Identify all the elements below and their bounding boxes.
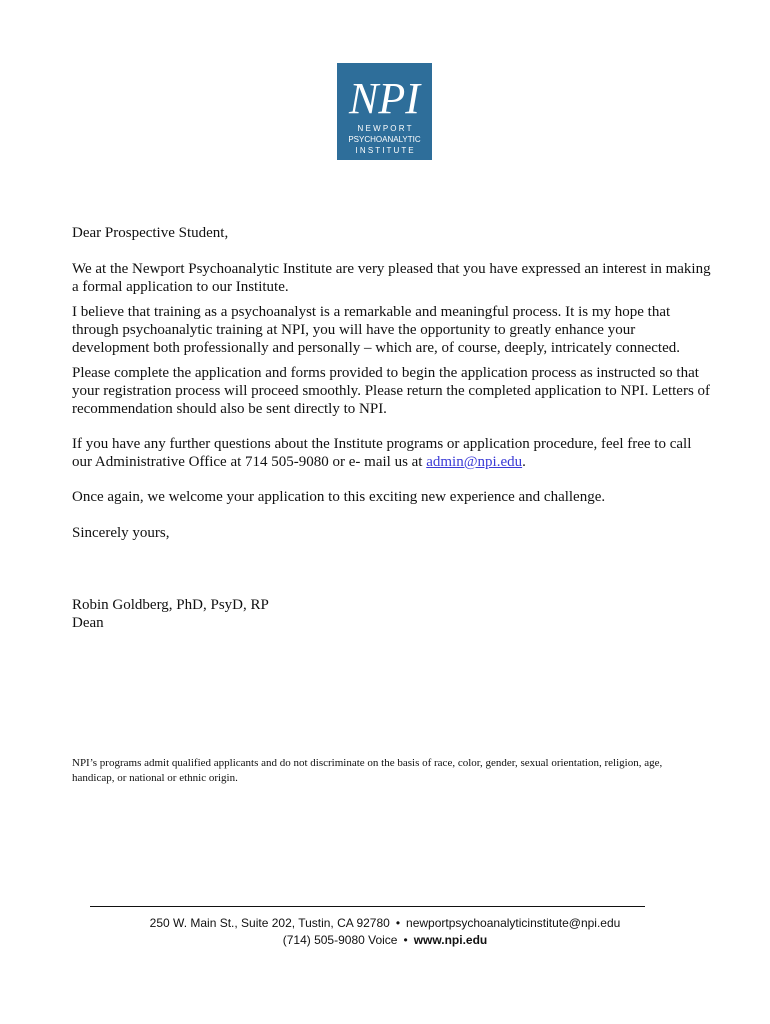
paragraph-contact-text	[72, 435, 712, 471]
salutation	[72, 224, 712, 242]
paragraph-training	[72, 303, 712, 357]
paragraph-training-text: I believe that training as a psychoanalyst is a remarkable and meaningful process. It is my hope that through psychoanalytic training at NPI, you will have the opportunity to greatly enhance your development both professionally and personally – which are, of course, deeply, intricately connected.	[72, 304, 680, 356]
nondiscrimination-disclaimer: NPI’s programs admit qualified applicants and do not discriminate on the basis of race, color, gender, sexual orientation, religion, age, handicap, or national or ethnic origin.	[72, 757, 663, 784]
footer-divider	[90, 906, 645, 907]
logo-abbrev: NPI	[349, 74, 420, 123]
closing	[72, 524, 712, 542]
footer-website[interactable]: www.npi.edu	[413, 933, 488, 947]
signer-name-text: Robin Goldberg, PhD, PsyD, RP	[72, 597, 269, 613]
footer-phone: (714) 505-9080 Voice	[282, 933, 398, 947]
footer-bullet-2: •	[403, 933, 408, 947]
signer-name	[72, 596, 712, 614]
signer-title	[72, 614, 712, 632]
closing-text: Sincerely yours,	[72, 525, 170, 541]
admin-email-link[interactable]: admin@npi.edu	[426, 454, 523, 470]
contact-text-before: If you have any further questions about the Institute programs or application procedure, feel free to call our Administrative Office at 714 505-9080 or e- mail us at	[72, 436, 692, 470]
signer-title-text: Dean	[72, 615, 104, 631]
footer-line-address	[90, 915, 680, 931]
contact-text-after: .	[522, 454, 526, 470]
footer-line-contact	[90, 932, 680, 948]
salutation-text: Dear Prospective Student,	[72, 225, 229, 241]
footer-address: 250 W. Main St., Suite 202, Tustin, CA 92780	[149, 916, 390, 930]
npi-logo	[337, 63, 432, 160]
paragraph-intro	[72, 260, 712, 296]
paragraph-welcome-text: Once again, we welcome your application to this exciting new experience and challenge.	[72, 489, 606, 505]
paragraph-application	[72, 364, 712, 418]
footer-email[interactable]: newportpsychoanalyticinstitute@npi.edu	[406, 916, 621, 930]
logo-line-newport: N E W P O R T	[357, 124, 412, 133]
paragraph-contact	[72, 435, 712, 471]
paragraph-welcome	[72, 488, 712, 506]
logo-line-institute: I N S T I T U T E	[355, 146, 414, 155]
paragraph-application-text: Please complete the application and forms provided to begin the application process as instructed so that your registration process will proceed smoothly. Please return the completed application to NPI. Letters of recommendation should also be sent directly to NPI.	[72, 365, 711, 417]
npi-logo-graphic	[337, 63, 432, 160]
logo-line-psychoanalytic: PSYCHOANALYTIC	[348, 135, 421, 144]
footer-bullet-1: •	[395, 916, 401, 930]
paragraph-intro-text: We at the Newport Psychoanalytic Institute are very pleased that you have expressed an interest in making a formal application to our Institute.	[72, 261, 711, 295]
